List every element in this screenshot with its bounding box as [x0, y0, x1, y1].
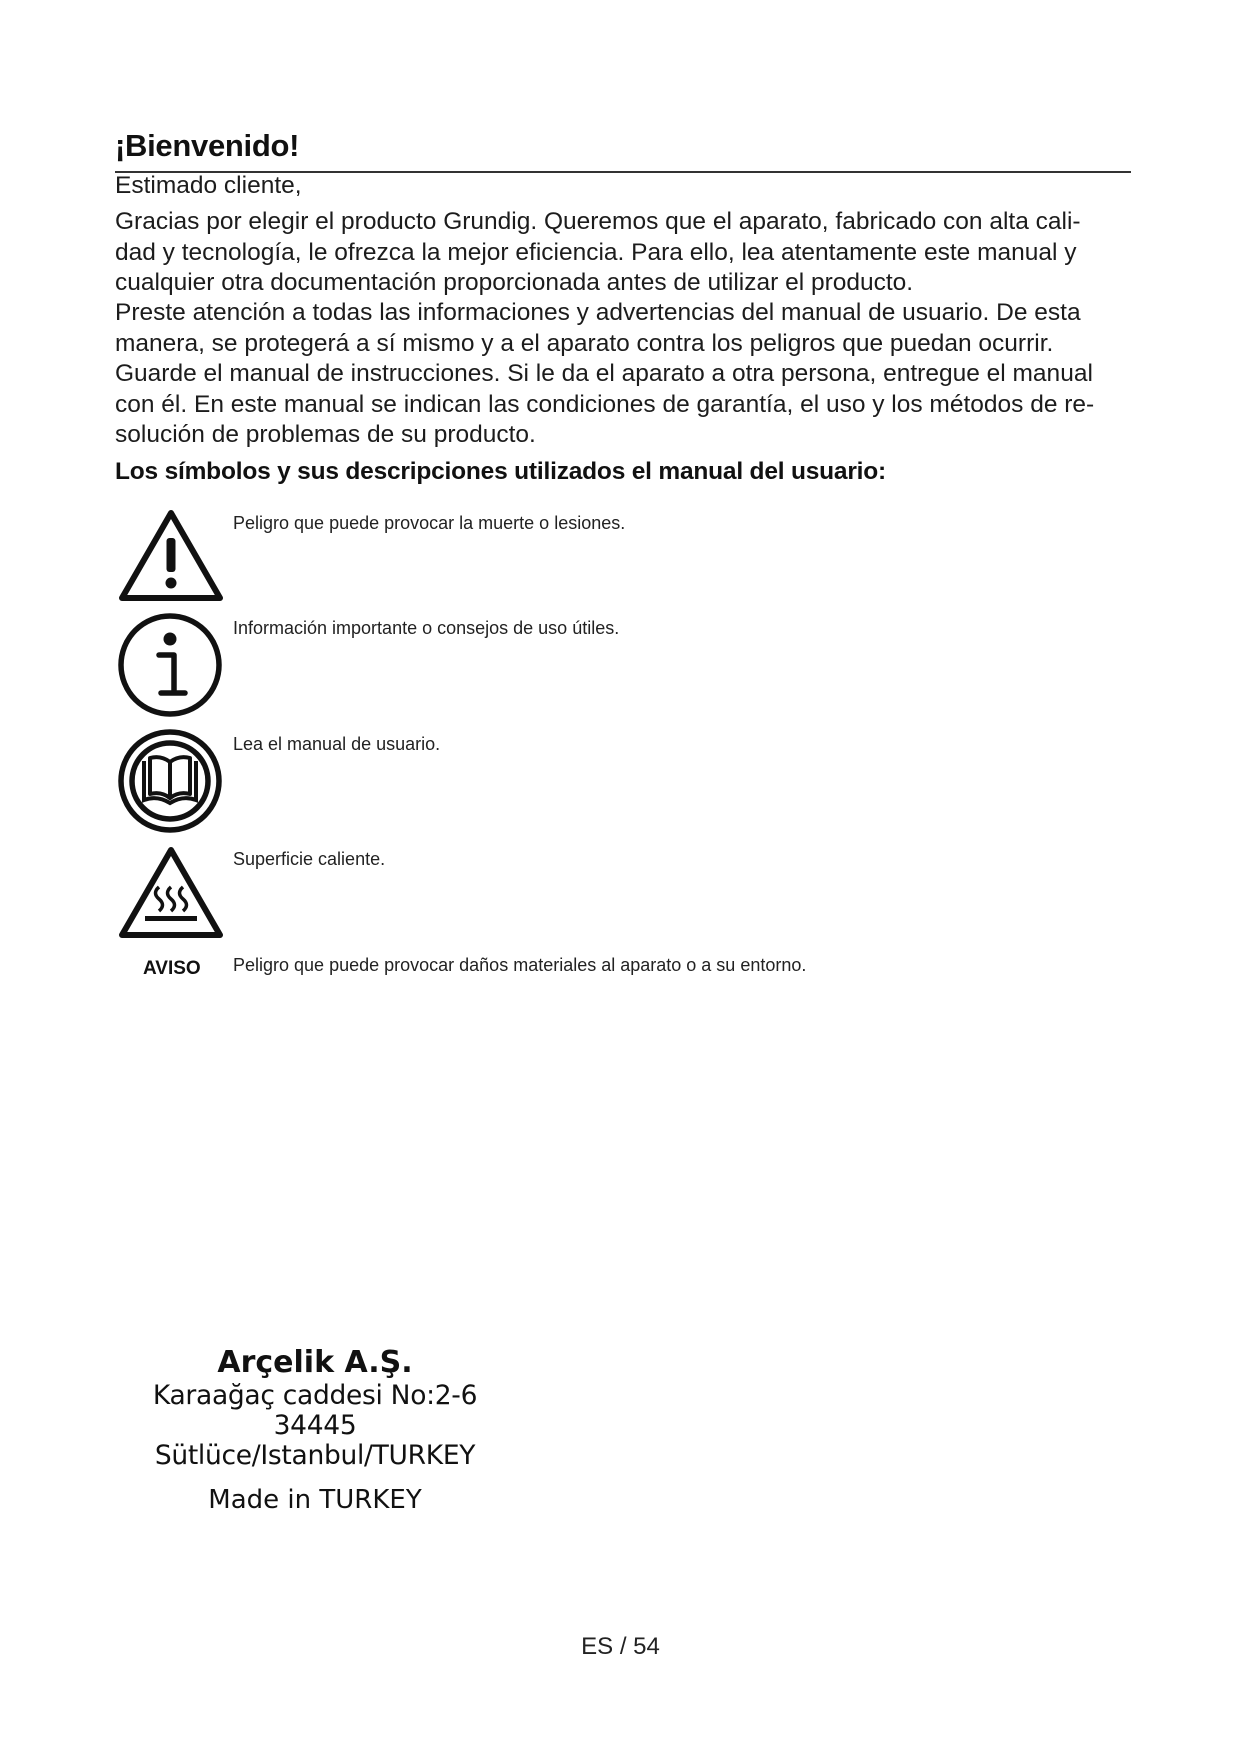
greeting — [115, 171, 1125, 202]
greeting-text: Estimado cliente, — [115, 172, 302, 199]
notice-description: Peligro que puede provocar daños materiales al aparato o a su entorno. — [233, 955, 807, 975]
notice-label: AVISO — [143, 958, 201, 979]
intro-line: Gracias por elegir el producto Grundig. Queremos que el aparato, fabricado con alta cali- — [115, 208, 1081, 235]
symbol-description: Superficie caliente. — [233, 849, 386, 869]
address-city: 34445 Sütlüce/Istanbul/TURKEY — [154, 1410, 476, 1471]
warning-triangle-icon — [117, 508, 225, 604]
hot-surface-icon — [117, 845, 225, 941]
attention-line: manera, se protegerá a sí mismo y a el aparato contra los peligros que puedan ocurrir. — [115, 329, 1054, 357]
intro-line: cualquier otra documentación proporcionada antes de utilizar el producto. — [115, 269, 914, 296]
attention-line: Preste atención a todas las informaciones y advertencias del manual de usuario. De esta — [115, 299, 1081, 326]
attention-paragraph — [115, 298, 1125, 451]
intro-line: dad y tecnología, le ofrezca la mejor eficiencia. Para ello, lea atentamente este manual y — [115, 238, 1077, 266]
symbols-heading: Los símbolos y sus descripciones utilizados el manual del usuario: — [115, 458, 887, 485]
page-number: ES / 54 — [581, 1633, 660, 1660]
made-in: Made in TURKEY — [208, 1485, 422, 1515]
read-manual-book-icon — [117, 728, 223, 834]
info-icon — [117, 612, 223, 718]
symbol-description: Peligro que puede provocar la muerte o lesiones. — [233, 513, 626, 533]
manufacturer-address — [115, 1345, 515, 1515]
page-title: ¡Bienvenido! — [115, 128, 300, 163]
attention-line: solución de problemas de su producto. — [115, 421, 536, 448]
attention-line: con él. En este manual se indican las condiciones de garantía, el uso y los métodos de re- — [115, 390, 1095, 418]
intro-paragraph — [115, 207, 1125, 299]
symbol-description: Lea el manual de usuario. — [233, 734, 441, 754]
attention-line: Guarde el manual de instrucciones. Si le da el aparato a otra persona, entregue el manual — [115, 360, 1093, 387]
company-name: Arçelik A.Ş. — [217, 1345, 413, 1380]
symbol-description: Información importante o consejos de uso útiles. — [233, 618, 620, 638]
address-street: Karaağaç caddesi No:2-6 — [152, 1380, 478, 1411]
